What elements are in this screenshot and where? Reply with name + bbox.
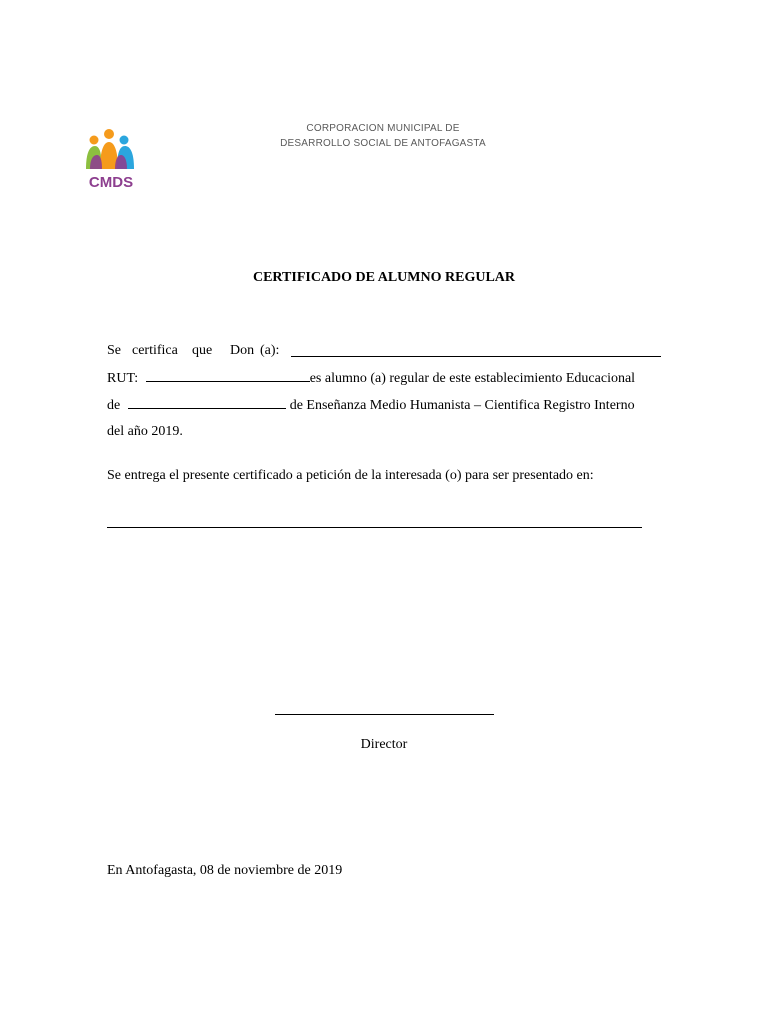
signature-label: Director [360, 737, 408, 752]
year-text: del año 2019. [107, 424, 183, 439]
place-date: En Antofagasta, 08 de noviembre de 2019 [107, 863, 343, 878]
cmds-logo [82, 128, 140, 190]
school-line-text: de Enseñanza Medio Humanista – Cientifica Registro Interno [289, 398, 635, 413]
rut-line [107, 369, 635, 388]
purpose-text: Se entrega el presente certificado a petición de la interesada (o) para ser presentado en: [107, 468, 594, 483]
rut-label: RUT: [107, 371, 139, 386]
purpose-paragraph [107, 467, 594, 485]
purpose-blank-line [107, 527, 642, 528]
org-name-line-2: DESARROLLO SOCIAL DE ANTOFAGASTA [280, 138, 486, 149]
certify-word-3: que [192, 343, 213, 358]
rut-blank [146, 369, 310, 382]
signature-line [275, 714, 494, 715]
certify-word-4: Don [230, 343, 255, 358]
name-blank [291, 344, 661, 357]
year-line [107, 423, 183, 441]
certify-word-1: Se [107, 343, 121, 358]
certify-word-2: certifica [132, 343, 178, 358]
school-blank [128, 396, 286, 409]
svg-text:CMDS: CMDS [88, 174, 134, 190]
document-title: CERTIFICADO DE ALUMNO REGULAR [252, 270, 516, 285]
certify-word-5: (a): [260, 343, 280, 358]
school-line [107, 396, 635, 415]
rut-line-text: es alumno (a) regular de este establecimiento Educacional [309, 371, 636, 386]
org-name-line-1: CORPORACION MUNICIPAL DE [306, 123, 460, 134]
cmds-logo-icon [82, 128, 140, 190]
school-prefix: de [107, 398, 121, 413]
